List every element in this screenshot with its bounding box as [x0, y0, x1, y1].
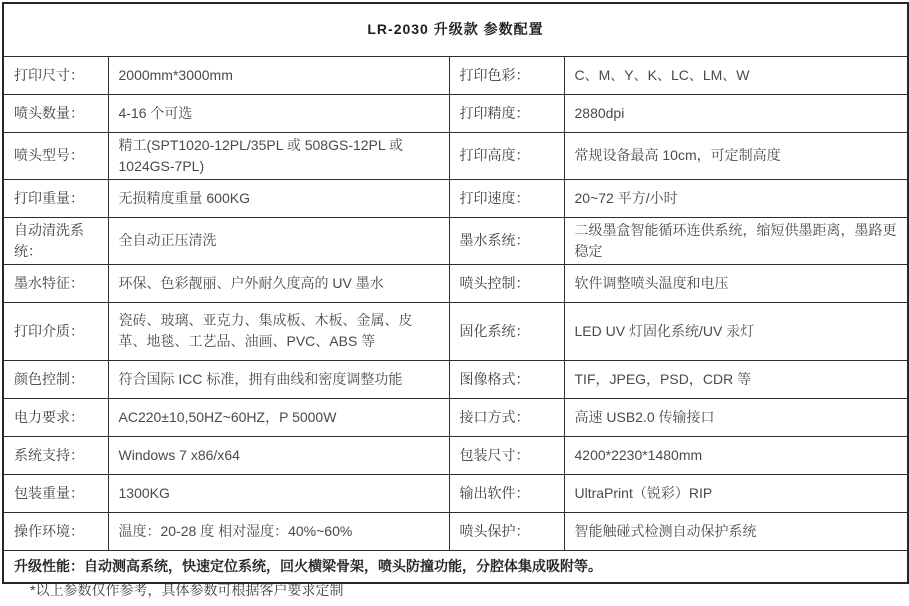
spec-value: UltraPrint（锐彩）RIP: [564, 474, 908, 512]
upgrade-features: [3, 550, 908, 583]
table-row: [3, 94, 908, 132]
spec-value: 全自动正压清洗: [108, 217, 449, 264]
upgrade-label: 升级性能：: [14, 557, 84, 574]
spec-value: 精工(SPT1020-12PL/35PL 或 508GS-12PL 或 1024GS-7PL): [108, 132, 449, 179]
spec-label: 墨水特征：: [3, 264, 108, 302]
spec-label: 电力要求：: [3, 398, 108, 436]
table-row: [3, 360, 908, 398]
spec-value: TIF，JPEG，PSD，CDR 等: [564, 360, 908, 398]
spec-value: 二级墨盒智能循环连供系统，缩短供墨距离，墨路更稳定: [564, 217, 908, 264]
table-row: [3, 179, 908, 217]
table-row: [3, 474, 908, 512]
spec-value: 高速 USB2.0 传输接口: [564, 398, 908, 436]
spec-value: LED UV 灯固化系统/UV 汞灯: [564, 302, 908, 360]
spec-label: 固化系统：: [449, 302, 564, 360]
table-row: [3, 56, 908, 94]
spec-label: 喷头保护：: [449, 512, 564, 550]
spec-label: 操作环境：: [3, 512, 108, 550]
table-row: [3, 398, 908, 436]
table-row: [3, 302, 908, 360]
spec-value: 2880dpi: [564, 94, 908, 132]
spec-table: [2, 2, 909, 584]
spec-value: 4-16 个可选: [108, 94, 449, 132]
spec-value: 2000mm*3000mm: [108, 56, 449, 94]
spec-value: 4200*2230*1480mm: [564, 436, 908, 474]
spec-label: 打印重量：: [3, 179, 108, 217]
table-row: [3, 436, 908, 474]
spec-label: 打印介质：: [3, 302, 108, 360]
spec-value: C、M、Y、K、LC、LM、W: [564, 56, 908, 94]
spec-label: 输出软件：: [449, 474, 564, 512]
spec-value: 符合国际 ICC 标准，拥有曲线和密度调整功能: [108, 360, 449, 398]
spec-value: 无损精度重量 600KG: [108, 179, 449, 217]
spec-label: 系统支持：: [3, 436, 108, 474]
spec-label: 喷头数量：: [3, 94, 108, 132]
spec-label: 墨水系统：: [449, 217, 564, 264]
upgrade-row: [3, 550, 908, 583]
spec-value: 软件调整喷头温度和电压: [564, 264, 908, 302]
spec-label: 打印速度：: [449, 179, 564, 217]
title-row: [3, 3, 908, 56]
spec-value: 1300KG: [108, 474, 449, 512]
spec-value: 温度：20-28 度 相对湿度：40%~60%: [108, 512, 449, 550]
spec-value: 20~72 平方/小时: [564, 179, 908, 217]
spec-label: 接口方式：: [449, 398, 564, 436]
spec-value: 瓷砖、玻璃、亚克力、集成板、木板、金属、皮革、地毯、工艺品、油画、PVC、ABS 等: [108, 302, 449, 360]
spec-label: 喷头控制：: [449, 264, 564, 302]
spec-label: 打印尺寸：: [3, 56, 108, 94]
spec-label: 自动清洗系统：: [3, 217, 108, 264]
spec-label: 打印高度：: [449, 132, 564, 179]
spec-label: 包装尺寸：: [449, 436, 564, 474]
spec-label: 打印精度：: [449, 94, 564, 132]
spec-label: 打印色彩：: [449, 56, 564, 94]
table-row: [3, 217, 908, 264]
table-row: [3, 132, 908, 179]
spec-value: 常规设备最高 10cm，可定制高度: [564, 132, 908, 179]
spec-value: 智能触碰式检测自动保护系统: [564, 512, 908, 550]
table-row: [3, 264, 908, 302]
spec-value: Windows 7 x86/x64: [108, 436, 449, 474]
page-title: LR-2030 升级款 参数配置: [3, 3, 908, 56]
spec-label: 喷头型号：: [3, 132, 108, 179]
spec-label: 包装重量：: [3, 474, 108, 512]
table-row: [3, 512, 908, 550]
spec-value: 环保、色彩靓丽、户外耐久度高的 UV 墨水: [108, 264, 449, 302]
footer-note: *以上参数仅作参考，具体参数可根据客户要求定制: [30, 582, 344, 598]
spec-label: 颜色控制：: [3, 360, 108, 398]
spec-label: 图像格式：: [449, 360, 564, 398]
upgrade-value: 自动测高系统，快速定位系统，回火横梁骨架，喷头防撞功能，分腔体集成吸附等。: [84, 557, 602, 574]
spec-value: AC220±10,50HZ~60HZ，P 5000W: [108, 398, 449, 436]
